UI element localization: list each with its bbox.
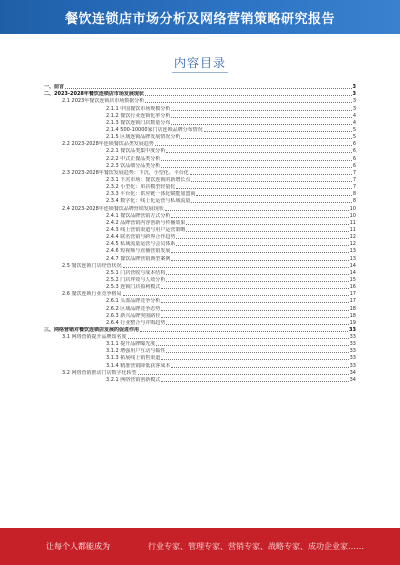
toc-entry-label: 2.2.1 餐饮品类集中度分析 bbox=[106, 148, 166, 155]
toc-entry[interactable] bbox=[44, 362, 356, 369]
toc-entry-label: 3.1.2 增强用户互动与黏性 bbox=[106, 348, 166, 355]
toc-title: 内容目录 bbox=[173, 56, 226, 70]
toc-entry-label: 3.2 网络营销推动门店数字化转型 bbox=[62, 369, 137, 376]
toc-entry-label: 三、网络营销对餐饮连锁店发展的促进作用 bbox=[44, 326, 140, 333]
toc-leader-dots bbox=[176, 245, 348, 246]
toc-entry-page: 3 bbox=[352, 84, 356, 91]
toc-entry[interactable] bbox=[44, 263, 356, 270]
toc-leader-dots bbox=[191, 202, 351, 203]
toc-leader-dots bbox=[196, 195, 351, 196]
toc-entry[interactable] bbox=[44, 120, 356, 127]
toc-entry[interactable] bbox=[44, 298, 356, 305]
toc-entry-label: 2.6.2 区域品牌竞争态势 bbox=[106, 305, 161, 312]
toc-entry-page: 14 bbox=[349, 262, 356, 269]
toc-entry[interactable] bbox=[44, 141, 356, 148]
toc-entry[interactable] bbox=[44, 198, 356, 205]
title-divider bbox=[172, 72, 228, 73]
toc-entry-label: 3.1.3 拓展线上销售渠道 bbox=[106, 355, 161, 362]
toc-leader-dots bbox=[161, 310, 348, 311]
toc-entry-label: 2.4.6 短视频与直播营销发展 bbox=[106, 248, 171, 255]
toc-entry-label: 二、2023-2028年餐饮连锁店市场发展现状 bbox=[44, 91, 144, 98]
toc-entry[interactable] bbox=[44, 348, 356, 355]
toc-entry-label: 3.1 网络营销提升品牌知名度 bbox=[62, 334, 127, 341]
toc-entry-label: 一、前言 bbox=[44, 84, 65, 91]
toc-entry-label: 2.1.4 500-10000家门店连锁品牌分布情况 bbox=[106, 126, 203, 133]
toc-leader-dots bbox=[123, 295, 349, 296]
toc-entry-page: 12 bbox=[349, 241, 356, 248]
footer-banner bbox=[0, 528, 400, 565]
toc-entry[interactable] bbox=[44, 220, 356, 227]
toc-leader-dots bbox=[140, 331, 348, 332]
toc-entry-page: 8 bbox=[352, 198, 356, 205]
toc-entry-page: 18 bbox=[349, 312, 356, 319]
toc-entry[interactable] bbox=[44, 255, 356, 262]
toc-leader-dots bbox=[176, 188, 351, 189]
report-title: 餐饮连锁店市场分析及网络营销策略研究报告 bbox=[64, 11, 335, 27]
footer-slogan: 让每个人都能成为 bbox=[46, 542, 110, 551]
toc-leader-dots bbox=[155, 145, 352, 146]
toc-entry-label: 2.3 2023-2028年餐饮发展趋势：下沉、小型化、平台化 bbox=[62, 169, 189, 176]
toc-entry[interactable] bbox=[44, 270, 356, 277]
toc-entry-page: 33 bbox=[349, 355, 356, 362]
toc-entry-page: 10 bbox=[349, 205, 356, 212]
toc-leader-dots bbox=[145, 102, 352, 103]
toc-leader-dots bbox=[171, 252, 348, 253]
toc-entry-label: 2.5 餐饮连锁门店经营状况 bbox=[62, 262, 122, 269]
toc-entry[interactable] bbox=[44, 234, 356, 241]
toc-entry-page: 17 bbox=[349, 291, 356, 298]
toc-leader-dots bbox=[190, 174, 352, 175]
toc-entry-label: 2.3.1 下沉市场：餐饮连锁的新增长点 bbox=[106, 176, 191, 183]
toc-leader-dots bbox=[145, 95, 352, 96]
toc-entry[interactable] bbox=[44, 355, 356, 362]
toc-entry[interactable] bbox=[44, 98, 356, 105]
toc-entry-page: 7 bbox=[352, 176, 356, 183]
toc-entry-page: 13 bbox=[349, 255, 356, 262]
toc-entry-page: 33 bbox=[349, 334, 356, 341]
header-banner bbox=[0, 0, 400, 34]
toc-entry-label: 2.5.3 连锁门店盈利模式 bbox=[106, 284, 161, 291]
toc-leader-dots bbox=[171, 124, 351, 125]
toc-entry[interactable] bbox=[44, 213, 356, 220]
toc-entry[interactable] bbox=[44, 205, 356, 212]
toc-entry-label: 2.4.1 餐饮品牌营销方式分析 bbox=[106, 212, 171, 219]
toc-entry-page: 17 bbox=[349, 298, 356, 305]
toc-entry-page: 14 bbox=[349, 269, 356, 276]
toc-entry-label: 2.3.2 小型化：单店模型轻量化 bbox=[106, 184, 176, 191]
toc-entry[interactable] bbox=[44, 305, 356, 312]
toc-leader-dots bbox=[171, 260, 348, 261]
toc-entry-page: 8 bbox=[352, 191, 356, 198]
toc-entry-page: 33 bbox=[349, 341, 356, 348]
toc-entry[interactable] bbox=[44, 313, 356, 320]
toc-entry[interactable] bbox=[44, 377, 356, 384]
toc-leader-dots bbox=[186, 231, 348, 232]
toc-entry[interactable] bbox=[44, 134, 356, 141]
toc-entry-page: 4 bbox=[352, 119, 356, 126]
toc-entry-page: 3 bbox=[352, 91, 356, 98]
toc-entry-label: 2.1.5 区域连锁品牌发展情况分析 bbox=[106, 134, 181, 141]
toc-entry-page: 7 bbox=[352, 184, 356, 191]
toc-leader-dots bbox=[171, 217, 348, 218]
toc-entry[interactable] bbox=[44, 163, 356, 170]
toc-leader-dots bbox=[161, 167, 352, 168]
toc-leader-dots bbox=[176, 238, 348, 239]
toc-entry[interactable] bbox=[44, 227, 356, 234]
toc-leader-dots bbox=[171, 117, 351, 118]
toc-entry-page: 6 bbox=[352, 141, 356, 148]
toc-leader-dots bbox=[186, 224, 348, 225]
toc-entry[interactable] bbox=[44, 184, 356, 191]
toc-leader-dots bbox=[161, 288, 348, 289]
toc-entry-label: 2.4.2 品牌营销内容创新与传播效果 bbox=[106, 219, 186, 226]
toc-entry-label: 2.6.4 行业整合与并购趋势 bbox=[106, 319, 166, 326]
toc-entry[interactable] bbox=[44, 127, 356, 134]
table-of-contents bbox=[44, 84, 356, 384]
toc-entry-label: 3.1.1 提升品牌曝光度 bbox=[106, 341, 156, 348]
toc-entry-page: 4 bbox=[352, 112, 356, 119]
toc-entry[interactable] bbox=[44, 248, 356, 255]
toc-leader-dots bbox=[166, 352, 348, 353]
toc-leader-dots bbox=[161, 160, 352, 161]
toc-entry-label: 2.6 餐饮连锁行业竞争格局 bbox=[62, 291, 122, 298]
toc-entry[interactable] bbox=[44, 241, 356, 248]
toc-entry-label: 2.2.3 饮品细分品类分析 bbox=[106, 162, 161, 169]
toc-leader-dots bbox=[138, 374, 349, 375]
toc-entry-page: 6 bbox=[352, 162, 356, 169]
toc-entry[interactable] bbox=[44, 277, 356, 284]
toc-entry-label: 2.4.5 私域流量运营与会员体系 bbox=[106, 241, 176, 248]
toc-entry-label: 2.4.3 线上营销渠道与用户运营策略 bbox=[106, 226, 186, 233]
toc-entry-page: 15 bbox=[349, 276, 356, 283]
toc-entry-label: 2.6.3 新兴品牌突围路径 bbox=[106, 312, 161, 319]
toc-entry-page: 5 bbox=[352, 134, 356, 141]
toc-entry[interactable] bbox=[44, 284, 356, 291]
toc-entry-page: 33 bbox=[349, 362, 356, 369]
toc-entry[interactable] bbox=[44, 148, 356, 155]
toc-leader-dots bbox=[161, 359, 348, 360]
toc-entry-page: 7 bbox=[352, 169, 356, 176]
toc-entry[interactable] bbox=[44, 170, 356, 177]
toc-entry-label: 2.4 2023-2028年连锁餐饮品牌营销发展现状 bbox=[62, 205, 164, 212]
toc-leader-dots bbox=[161, 381, 348, 382]
toc-entry[interactable] bbox=[44, 113, 356, 120]
toc-entry[interactable] bbox=[44, 105, 356, 112]
toc-entry-page: 34 bbox=[349, 369, 356, 376]
toc-entry-label: 2.4.7 餐饮品牌营销典型案例 bbox=[106, 255, 171, 262]
toc-leader-dots bbox=[166, 274, 348, 275]
toc-entry-label: 2.6.1 头部品牌竞争分析 bbox=[106, 298, 161, 305]
toc-leader-dots bbox=[191, 181, 351, 182]
toc-entry-page: 34 bbox=[349, 376, 356, 383]
toc-entry-page: 13 bbox=[349, 248, 356, 255]
toc-entry[interactable] bbox=[44, 370, 356, 377]
toc-entry-page: 18 bbox=[349, 305, 356, 312]
toc-entry-label: 2.1.1 中国餐饮市场规模分析 bbox=[106, 105, 171, 112]
toc-entry-label: 3.1.4 精准营销降低获客成本 bbox=[106, 362, 171, 369]
toc-entry[interactable] bbox=[44, 155, 356, 162]
toc-leader-dots bbox=[166, 324, 348, 325]
toc-entry-page: 3 bbox=[352, 105, 356, 112]
toc-entry[interactable] bbox=[44, 177, 356, 184]
toc-entry-page: 5 bbox=[352, 126, 356, 133]
toc-entry-label: 2.1.2 餐饮行业连锁化率分析 bbox=[106, 112, 171, 119]
toc-entry-page: 6 bbox=[352, 155, 356, 162]
toc-leader-dots bbox=[65, 88, 352, 89]
toc-leader-dots bbox=[156, 345, 348, 346]
toc-entry-label: 3.2.1 网络营销创新模式 bbox=[106, 376, 161, 383]
toc-entry[interactable] bbox=[44, 334, 356, 341]
toc-entry-label: 2.1 2023年餐饮连锁店市场数据分析 bbox=[62, 98, 145, 105]
toc-entry-label: 2.2.2 中式正餐品类分析 bbox=[106, 155, 161, 162]
toc-leader-dots bbox=[128, 338, 349, 339]
toc-entry-page: 6 bbox=[352, 148, 356, 155]
toc-entry[interactable] bbox=[44, 320, 356, 327]
toc-entry-page: 10 bbox=[349, 212, 356, 219]
toc-entry-label: 2.5.1 门店营收与成本结构 bbox=[106, 269, 166, 276]
toc-entry-label: 2.3.3 平台化：供应链一体化赋能加盟商 bbox=[106, 191, 196, 198]
toc-entry[interactable] bbox=[44, 327, 356, 334]
toc-entry-page: 33 bbox=[349, 348, 356, 355]
toc-leader-dots bbox=[171, 367, 348, 368]
toc-entry[interactable] bbox=[44, 84, 356, 91]
toc-entry-page: 11 bbox=[349, 226, 356, 233]
toc-entry[interactable] bbox=[44, 191, 356, 198]
toc-entry[interactable] bbox=[44, 341, 356, 348]
toc-leader-dots bbox=[161, 317, 348, 318]
toc-entry-page: 33 bbox=[349, 326, 356, 333]
toc-entry-label: 2.5.2 门店坪效与人效分析 bbox=[106, 276, 166, 283]
toc-leader-dots bbox=[161, 302, 348, 303]
toc-entry-page: 11 bbox=[349, 219, 356, 226]
toc-leader-dots bbox=[171, 110, 351, 111]
toc-entry[interactable] bbox=[44, 291, 356, 298]
toc-entry-page: 12 bbox=[349, 234, 356, 241]
toc-entry-page: 16 bbox=[349, 284, 356, 291]
toc-entry-label: 2.3.4 数字化：线上化运营与私域流量 bbox=[106, 198, 191, 205]
toc-leader-dots bbox=[166, 281, 348, 282]
toc-entry-label: 2.1.3 餐饮连锁门店数量分布 bbox=[106, 119, 171, 126]
toc-entry-label: 2.4.4 联名营销与跨界合作趋势 bbox=[106, 234, 176, 241]
footer-tagline: 行业专家、管理专家、营销专家、战略专家、成功企业家…… bbox=[148, 542, 364, 551]
toc-leader-dots bbox=[204, 131, 352, 132]
toc-entry[interactable] bbox=[44, 91, 356, 98]
toc-leader-dots bbox=[166, 152, 351, 153]
toc-entry-label: 2.2 2023-2028年连锁餐饮品类发展趋势 bbox=[62, 141, 154, 148]
toc-entry-page: 19 bbox=[349, 319, 356, 326]
toc-leader-dots bbox=[181, 138, 351, 139]
toc-leader-dots bbox=[123, 267, 349, 268]
toc-entry-page: 3 bbox=[352, 98, 356, 105]
toc-leader-dots bbox=[165, 210, 349, 211]
